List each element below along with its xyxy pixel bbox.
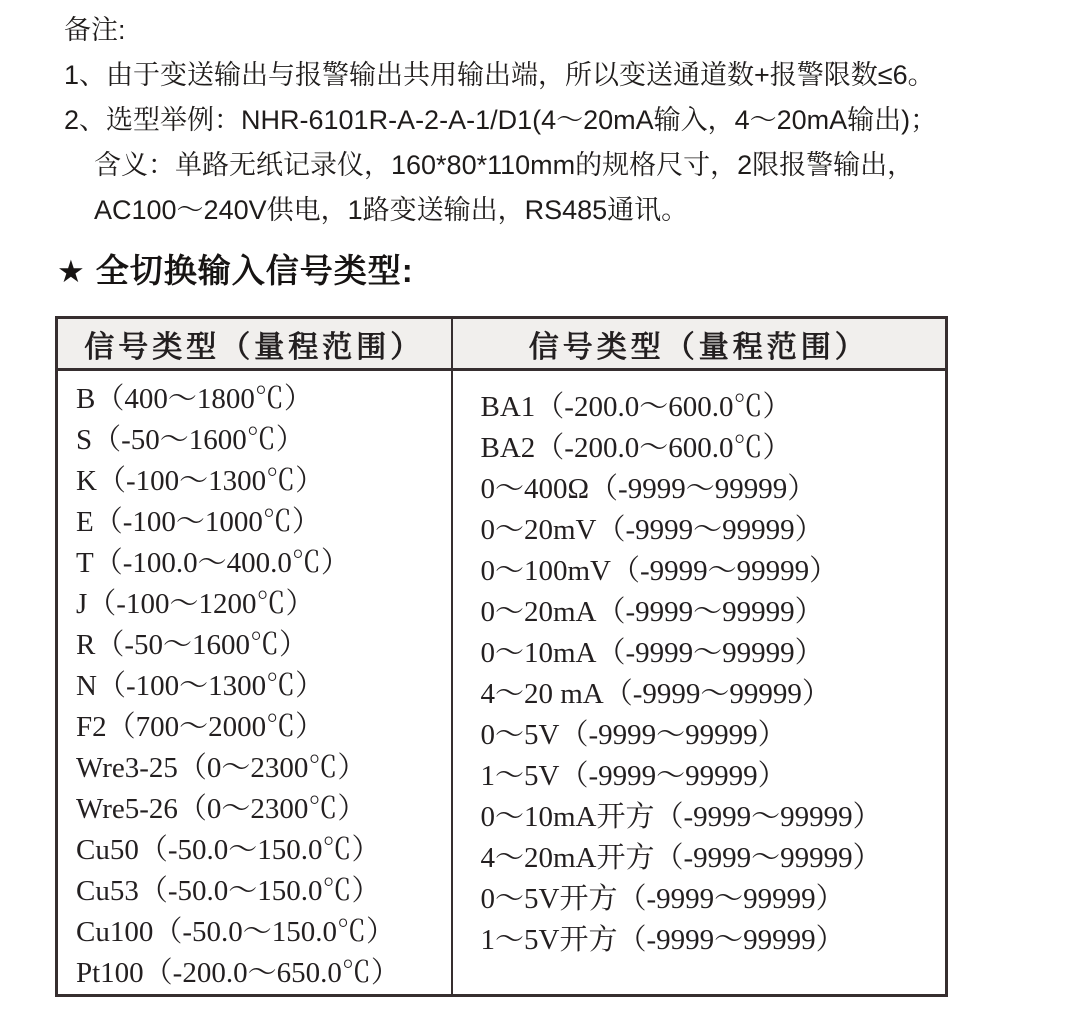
signal-entry: N（-100～1300℃） — [76, 670, 325, 702]
signal-entry: E（-100～1000℃） — [76, 506, 321, 538]
signal-entry: 1～5V开方（-9999～99999） — [480, 924, 845, 956]
signal-entry: BA1（-200.0～600.0℃） — [480, 391, 792, 423]
signal-entry: 0～20mV（-9999～99999） — [480, 514, 824, 546]
note-line: 含义：单路无纸记录仪，160*80*110mm的规格尺寸，2限报警输出， — [94, 150, 915, 180]
notes-list — [64, 53, 1080, 233]
signal-entry: Pt100（-200.0～650.0℃） — [76, 957, 400, 989]
note-line: 2、选型举例：NHR-6101R-A-2-A-1/D1(4～20mA输入，4～20mA输出)； — [64, 105, 938, 135]
notes-section — [64, 8, 1080, 233]
signal-entry: 1～5V（-9999～99999） — [480, 760, 787, 792]
signal-entry: 4～20mA开方（-9999～99999） — [480, 842, 882, 874]
signal-entry: J（-100～1200℃） — [76, 588, 315, 620]
section-heading-text: 全切换输入信号类型: — [95, 252, 414, 289]
signal-entry: 0～400Ω（-9999～99999） — [480, 473, 817, 505]
signal-entry: 0～5V（-9999～99999） — [480, 719, 787, 751]
signal-entry: Wre5-26（0～2300℃） — [76, 793, 367, 825]
table-cell-right — [452, 370, 947, 996]
star-icon: ★ — [57, 254, 86, 289]
signal-entry: 0～20mA（-9999～99999） — [480, 596, 824, 628]
note-line: AC100～240V供电，1路变送输出，RS485通讯。 — [94, 195, 689, 225]
signal-entry: 0～10mA（-9999～99999） — [480, 637, 824, 669]
signal-entry: B（400～1800℃） — [76, 383, 313, 415]
table-header-left: 信号类型（量程范围） — [57, 318, 452, 370]
table-header-right: 信号类型（量程范围） — [452, 318, 947, 370]
signal-entry: BA2（-200.0～600.0℃） — [480, 432, 792, 464]
section-heading — [57, 250, 1080, 293]
signal-type-table — [55, 316, 948, 997]
signal-entry: Cu100（-50.0～150.0℃） — [76, 916, 396, 948]
signal-entry: R（-50～1600℃） — [76, 629, 309, 661]
note-line: 1、由于变送输出与报警输出共用输出端，所以变送通道数+报警限数≤6。 — [64, 60, 935, 90]
signal-entry: 0～100mV（-9999～99999） — [480, 555, 839, 587]
signal-entry: 0～10mA开方（-9999～99999） — [480, 801, 882, 833]
signal-entry: T（-100.0～400.0℃） — [76, 547, 350, 579]
table-cell-left — [57, 370, 452, 996]
table-body-row — [57, 370, 947, 996]
notes-title: 备注: — [64, 15, 126, 45]
table-header-row — [57, 318, 947, 370]
signal-entry: Cu53（-50.0～150.0℃） — [76, 875, 381, 907]
signal-entry: 0～5V开方（-9999～99999） — [480, 883, 845, 915]
signal-entry: 4～20 mA（-9999～99999） — [480, 678, 831, 710]
signal-entry: Cu50（-50.0～150.0℃） — [76, 834, 381, 866]
signal-entry: S（-50～1600℃） — [76, 424, 305, 456]
signal-entry: Wre3-25（0～2300℃） — [76, 752, 367, 784]
signal-entry: F2（700～2000℃） — [76, 711, 325, 743]
signal-entry: K（-100～1300℃） — [76, 465, 325, 497]
